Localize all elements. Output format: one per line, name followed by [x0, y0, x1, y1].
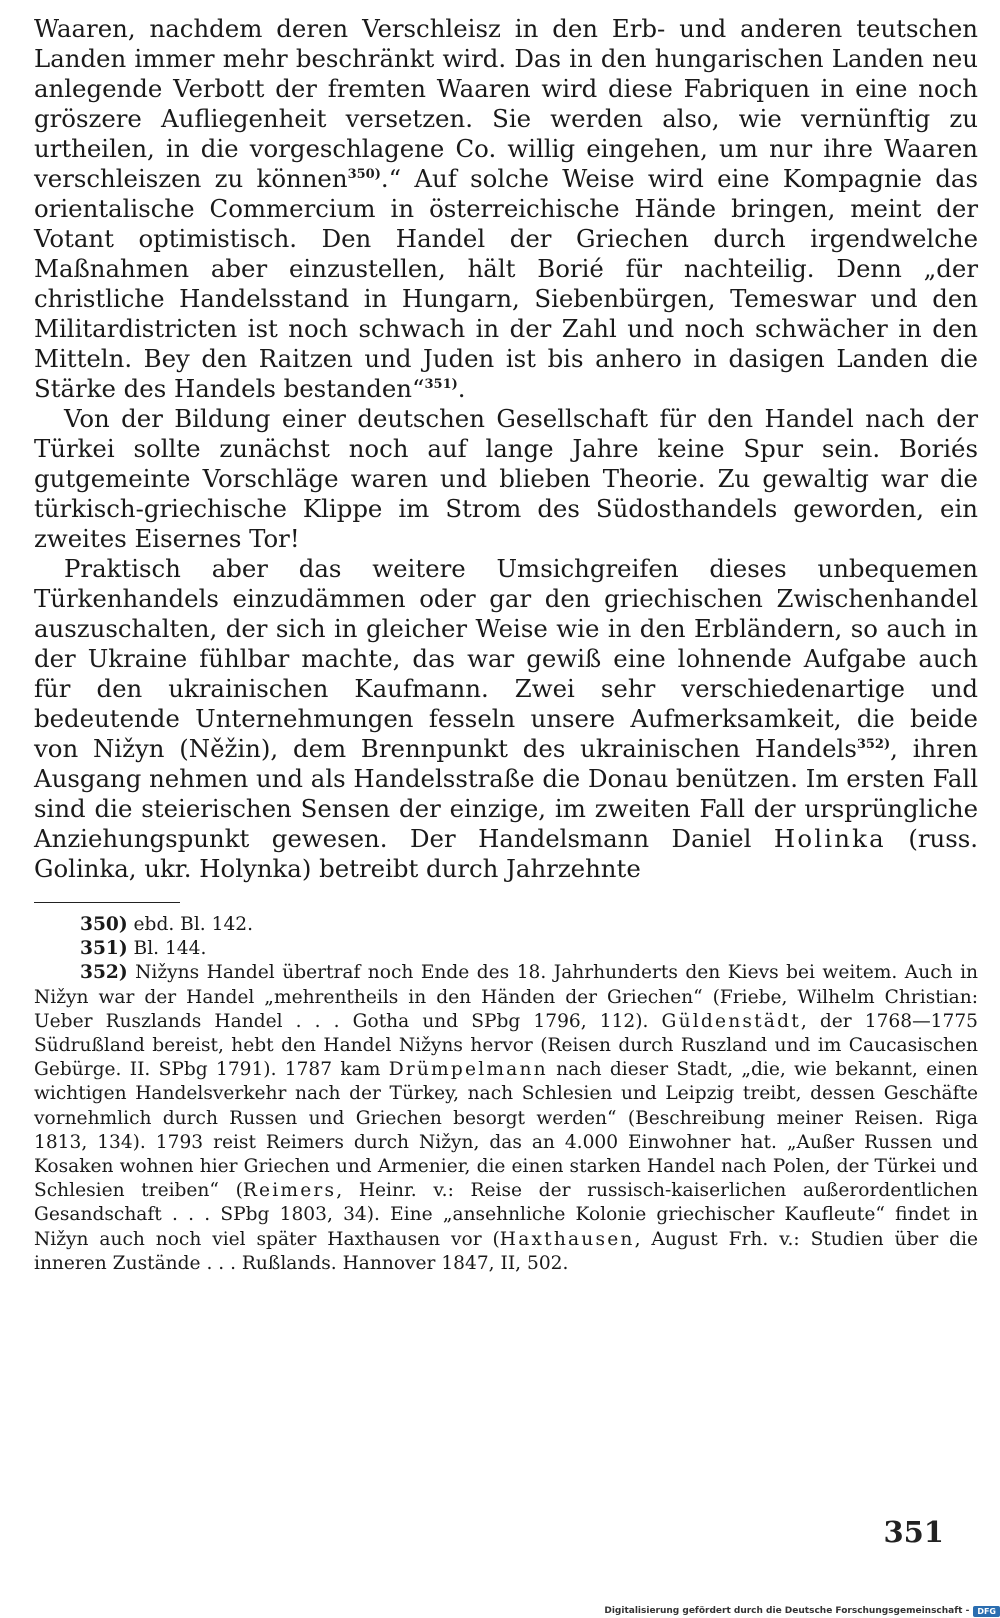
footnote-351-text: Bl. 144. — [133, 938, 207, 960]
paragraph-1-part-c: . — [457, 374, 466, 403]
paragraph-1-part-a: Waaren, nachdem deren Verschleisz in den Erb- und anderen teutschen Landen immer mehr beschränkt wird. Das in den hungarischen Landen neu anlegende Verbott der fremten Waaren wird diese Fabriquen in eine noch gröszere Aufliegenheit versetzen. Sie werden also, wie vernünftig zu urtheilen, in die vorgeschlagene Co. willig eingehen, um nur ihre Waaren verschleiszen zu können — [34, 14, 978, 193]
name-guldenstaedt: Güldenstädt — [661, 1010, 801, 1032]
footer-credit: Digitalisierung gefördert durch die Deutsche Forschungsgemeinschaft - — [604, 1606, 970, 1616]
paragraph-2: Von der Bildung einer deutschen Gesellschaft für den Handel nach der Türkei sollte zunächst noch auf lange Jahre keine Spur sein. Boriés gutgemeinte Vorschläge waren und blieben Theorie. Zu gewaltig war die türkisch-griechische Klippe im Strom des Südosthandels geworden, ein zweites Eisernes Tor! — [34, 404, 978, 553]
footnote-352-part-e: , August Frh. v.: Studien über die inneren Zustände . . . Rußlands. Hannover 1847, II, 502. — [34, 1228, 979, 1274]
name-holinka: Holinka — [773, 824, 886, 853]
paragraph-3-part-c: (russ. Golinka, ukr. Holynka) betreibt durch Jahrzehnte — [34, 824, 978, 883]
footnote-351-number: 351) — [80, 938, 128, 960]
footnote-350 — [34, 913, 978, 937]
page-number: 351 — [883, 1515, 944, 1549]
dfg-logo: DFG — [973, 1606, 1000, 1617]
footnote-350-number: 350) — [80, 914, 128, 935]
footnote-ref-352[interactable]: 352) — [856, 737, 891, 752]
footnote-351 — [34, 937, 978, 961]
footnote-352-part-c: nach dieser Stadt, „die, wie bekannt, einen wichtigen Handelsverkehr nach der Türkey, nach Schlesien und Leipzig treibt, dessen Geschäfte vornehmlich durch Russen und Griechen besorgt werden“ (Beschreibung meiner Reisen. Riga 1813, 134). 1793 reist Reimers durch Nižyn, das an 4.000 Einwohner hat. „Außer Russen und Kosaken wohnen hier Griechen und Armenier, die einen starken Handel nach Polen, der Türkei und Schlesien treiben“ ( — [34, 1059, 978, 1202]
page — [34, 14, 978, 1276]
footnote-352-part-d: , Heinr. v.: Reise der russisch-kaiserlichen außerordentlichen Gesandschaft . . . SPbg 1803, 34). Eine „ansehnliche Kolonie griechischer Kaufleute“ findet in Nižyn auch noch viel später Haxthausen vor ( — [34, 1180, 978, 1250]
footnote-352-part-b: , der 1768—1775 Südrußland bereist, hebt den Handel Nižyns hervor (Reisen durch Ruszland und im Caucasischen Gebürge. II. SPbg 1791). 1787 kam — [34, 1010, 979, 1081]
paragraph-3-part-a: Praktisch aber das weitere Umsichgreifen dieses unbequemen Türkenhandels einzudämmen oder gar den griechischen Zwischenhandel auszuschalten, der sich in gleicher Weise wie in den Erbländern, so auch in der Ukraine fühlbar machte, das war gewiß eine lohnende Aufgabe auch für den ukrainischen Kaufmann. Zwei sehr verschiedenartige und bedeutende Unternehmungen fesseln unsere Aufmerksamkeit, die beide von Nižyn (Něžin), dem Brennpunkt des ukrainischen Handels — [34, 554, 978, 763]
paragraph-3-part-b: , ihren Ausgang nehmen und als Handelsstraße die Donau benützen. Im ersten Fall sind die steierischen Sensen der einzige, im zweiten Fall der ursprüngliche Anziehungspunkt gewesen. Der Handelsmann Daniel — [34, 734, 978, 853]
footnote-separator — [34, 902, 180, 903]
main-text — [34, 14, 978, 884]
paragraph-3 — [34, 554, 978, 884]
footnote-350-text: ebd. Bl. 142. — [133, 914, 254, 935]
footnote-ref-350[interactable]: 350) — [347, 167, 381, 182]
paragraph-1-part-b: .“ Auf solche Weise wird eine Kompagnie das orientalische Commercium in österreichische Hände bringen, meint der Votant optimistisch. Den Handel der Griechen durch irgendwelche Maßnahmen aber einzustellen, hält Borié für nachteilig. Denn „der christliche Handelsstand in Hungarn, Siebenbürgen, Temeswar und den Militardistricten ist noch schwach in der Zahl und noch schwächer in den Mitteln. Bey den Raitzen und Juden ist bis anhero in dasigen Landen die Stärke des Handels bestanden“ — [34, 164, 978, 403]
footnote-352-number: 352) — [80, 962, 128, 984]
paragraph-1 — [34, 14, 978, 404]
footnote-352 — [34, 961, 978, 1276]
footnote-ref-351[interactable]: 351) — [424, 377, 458, 392]
digitization-footer — [604, 1604, 1000, 1618]
name-druempelmann: Drümpelmann — [388, 1059, 548, 1081]
footnote-352-part-a: Nižyns Handel übertraf noch Ende des 18. Jahrhunderts den Kievs bei weitem. Auch in Nižyn war der Handel „mehrentheils in den Händen der Griechen“ (Friebe, Wilhelm Christian: Ueber Ruszlands Handel . . . Gotha und SPbg 1796, 112). — [34, 962, 978, 1032]
name-haxthausen: Haxthausen — [499, 1228, 635, 1250]
name-reimers: Reimers — [242, 1180, 337, 1202]
footnotes — [34, 913, 978, 1276]
